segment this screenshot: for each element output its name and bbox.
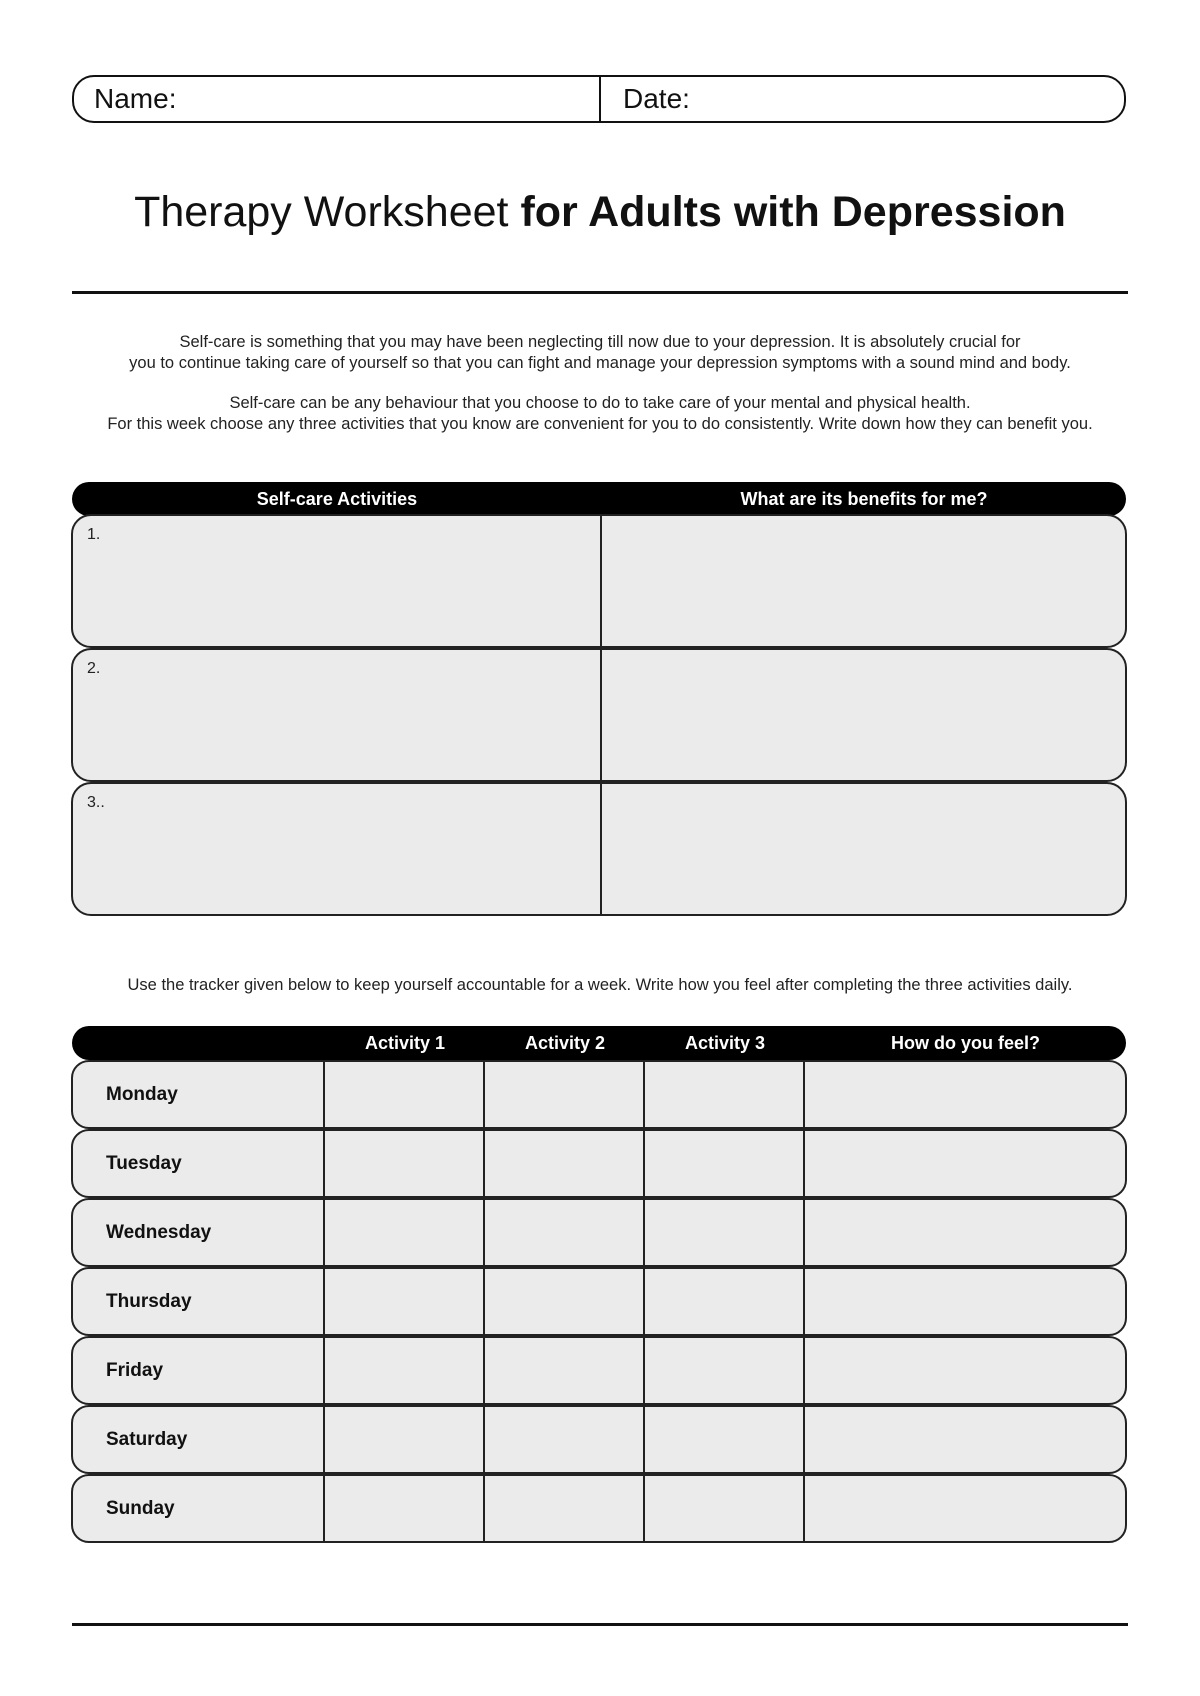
- activity-1-cell[interactable]: [325, 1131, 485, 1196]
- feelings-cell[interactable]: [805, 1131, 1125, 1196]
- row-number: 2.: [87, 660, 101, 677]
- title-light: Therapy Worksheet: [134, 188, 521, 236]
- benefit-cell[interactable]: [602, 650, 1125, 780]
- day-label: Saturday: [73, 1407, 325, 1472]
- tracker-table: [71, 1060, 1127, 1543]
- header-activity-3: Activity 3: [684, 1033, 766, 1053]
- benefit-cell[interactable]: [602, 784, 1125, 914]
- header-benefits: What are its benefits for me?: [740, 489, 988, 509]
- activity-1-cell[interactable]: [325, 1062, 485, 1127]
- feelings-cell[interactable]: [805, 1476, 1125, 1541]
- header-activity-2: Activity 2: [524, 1033, 606, 1053]
- activity-3-cell[interactable]: [645, 1200, 805, 1265]
- tracker-row-friday: [71, 1336, 1127, 1405]
- tracker-row-sunday: [71, 1474, 1127, 1543]
- activity-cell[interactable]: [73, 650, 602, 780]
- row-number: 1.: [87, 526, 101, 543]
- activities-header: [72, 482, 1126, 516]
- feelings-cell[interactable]: [805, 1338, 1125, 1403]
- activity-row: [71, 514, 1127, 648]
- day-label: Friday: [73, 1338, 325, 1403]
- activity-3-cell[interactable]: [645, 1131, 805, 1196]
- activity-3-cell[interactable]: [645, 1476, 805, 1541]
- intro-line: you to continue taking care of yourself so that you can fight and manage your depression symptoms with a sound mind and body.: [129, 354, 1071, 372]
- feelings-cell[interactable]: [805, 1062, 1125, 1127]
- activity-3-cell[interactable]: [645, 1407, 805, 1472]
- day-label: Tuesday: [73, 1131, 325, 1196]
- activity-row: [71, 782, 1127, 916]
- name-label: Name:: [94, 83, 177, 114]
- feelings-cell[interactable]: [805, 1200, 1125, 1265]
- activity-cell[interactable]: [73, 784, 602, 914]
- activity-cell[interactable]: [73, 516, 602, 646]
- benefit-cell[interactable]: [602, 516, 1125, 646]
- tracker-header: [72, 1026, 1126, 1060]
- activity-row: [71, 648, 1127, 782]
- tracker-instruction: Use the tracker given below to keep yourself accountable for a week. Write how you feel after completing the three activities daily.: [127, 976, 1073, 994]
- intro-paragraph-2: [60, 393, 1140, 435]
- tracker-row-saturday: [71, 1405, 1127, 1474]
- feelings-cell[interactable]: [805, 1269, 1125, 1334]
- bottom-divider: [72, 1623, 1128, 1626]
- intro-line: Self-care is something that you may have been neglecting till now due to your depression. It is absolutely crucial for: [179, 333, 1021, 351]
- activity-2-cell[interactable]: [485, 1476, 645, 1541]
- activity-1-cell[interactable]: [325, 1200, 485, 1265]
- activity-3-cell[interactable]: [645, 1269, 805, 1334]
- header-feelings: How do you feel?: [890, 1033, 1040, 1053]
- tracker-row-tuesday: [71, 1129, 1127, 1198]
- date-field[interactable]: [601, 77, 1124, 121]
- tracker-row-thursday: [71, 1267, 1127, 1336]
- feelings-cell[interactable]: [805, 1407, 1125, 1472]
- activities-table: [71, 514, 1127, 916]
- activity-1-cell[interactable]: [325, 1269, 485, 1334]
- header-activity-1: Activity 1: [364, 1033, 446, 1053]
- date-label: Date:: [623, 83, 690, 114]
- tracker-row-wednesday: [71, 1198, 1127, 1267]
- activity-1-cell[interactable]: [325, 1407, 485, 1472]
- day-label: Monday: [73, 1062, 325, 1127]
- activity-1-cell[interactable]: [325, 1338, 485, 1403]
- intro-paragraph-1: [60, 332, 1140, 374]
- activity-2-cell[interactable]: [485, 1407, 645, 1472]
- day-label: Wednesday: [73, 1200, 325, 1265]
- top-divider: [72, 291, 1128, 294]
- activity-1-cell[interactable]: [325, 1476, 485, 1541]
- title-bold: for Adults with Depression: [520, 188, 1066, 236]
- activity-2-cell[interactable]: [485, 1062, 645, 1127]
- activity-2-cell[interactable]: [485, 1131, 645, 1196]
- name-field[interactable]: [74, 77, 601, 121]
- name-date-bar: [72, 75, 1126, 123]
- day-label: Sunday: [73, 1476, 325, 1541]
- activity-3-cell[interactable]: [645, 1062, 805, 1127]
- activity-3-cell[interactable]: [645, 1338, 805, 1403]
- header-self-care-activities: Self-care Activities: [256, 489, 418, 509]
- intro-line: Self-care can be any behaviour that you choose to do to take care of your mental and physical health.: [229, 394, 971, 412]
- activity-2-cell[interactable]: [485, 1200, 645, 1265]
- activity-2-cell[interactable]: [485, 1338, 645, 1403]
- activity-2-cell[interactable]: [485, 1269, 645, 1334]
- page-title: [0, 188, 1200, 237]
- intro-line: For this week choose any three activities that you know are convenient for you to do consistently. Write down how they can benefit you.: [107, 415, 1093, 433]
- row-number: 3..: [87, 794, 105, 811]
- tracker-row-monday: [71, 1060, 1127, 1129]
- day-label: Thursday: [73, 1269, 325, 1334]
